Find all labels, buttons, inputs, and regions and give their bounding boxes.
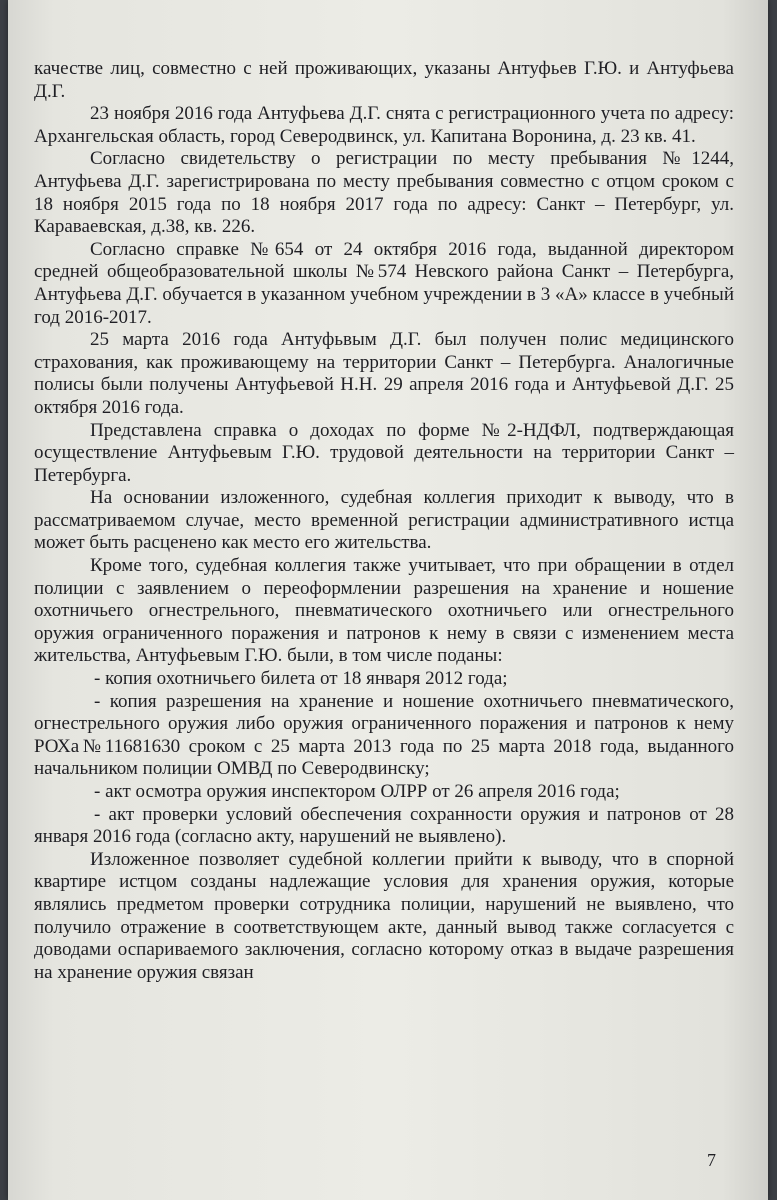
document-body	[34, 58, 734, 984]
list-item: - акт проверки условий обеспечения сохранности оружия и патронов от 28 января 2016 года (согласно акту, нарушений не выявлено).	[34, 803, 734, 848]
paragraph: 25 марта 2016 года Антуфьвым Д.Г. был получен полис медицинского страхования, как проживающему на территории Санкт – Петербурга. Аналогичные полисы были получены Антуфьевой Н.Н. 29 апреля 2016 года и Антуфьевой Д.Г. 25 октября 2016 года.	[34, 329, 734, 418]
list-item: - копия охотничьего билета от 18 января 2012 года;	[94, 668, 508, 690]
paragraph: Согласно свидетельству о регистрации по месту пребывания №1244, Антуфьева Д.Г. зарегистрирована по месту пребывания совместно с отцом сроком с 18 ноября 2015 года по 18 ноября 2017 года по адресу: Санкт – Петербург, ул. Караваевская, д.38, кв. 226.	[34, 148, 734, 238]
paragraph: Изложенное позволяет судебной коллегии прийти к выводу, что в спорной квартире истцом созданы надлежащие условия для хранения оружия, которые являлись предметом проверки сотрудника полиции, нарушений не выявлено, что получило отражение в соответствующем акте, данный вывод также согласуется с доводами оспариваемого заключения, согласно которому отказ в выдаче разрешения на хранение оружия связан	[34, 848, 734, 983]
page-number: 7	[707, 1150, 716, 1170]
document-page	[8, 0, 768, 1200]
paragraph: качестве лиц, совместно с ней проживающих, указаны Антуфьев Г.Ю. и Антуфьева Д.Г.	[34, 58, 734, 102]
list-item: - копия разрешения на хранение и ношение охотничьего пневматического, огнестрельного оружия либо оружия ограниченного поражения и патронов к нему РОХа№11681630 сроком с 25 марта 2013 года по 25 марта 2018 года, выданного начальником полиции ОМВД по Северодвинску;	[34, 690, 734, 780]
paragraph: Кроме того, судебная коллегия также учитывает, что при обращении в отдел полиции с заявлением о переоформлении разрешения на хранение и ношение охотничьего огнестрельного, пневматического охотничьего или огнестрельного оружия ограниченного поражения и патронов к нему в связи с изменением места жительства, Антуфьевым Г.Ю. были, в том числе поданы:	[34, 555, 734, 667]
paragraph: 23 ноября 2016 года Антуфьева Д.Г. снята с регистрационного учета по адресу: Архангельская область, город Северодвинск, ул. Капитана Воронина, д. 23 кв. 41.	[34, 103, 734, 147]
paragraph: Согласно справке №654 от 24 октября 2016 года, выданной директором средней общеобразовательной школы №574 Невского района Санкт – Петербурга, Антуфьева Д.Г. обучается в указанном учебном учреждении в 3 «А» классе в учебный год 2016-2017.	[34, 238, 734, 328]
paragraph: Представлена справка о доходах по форме №2-НДФЛ, подтверждающая осуществление Антуфьевым Г.Ю. трудовой деятельности на территории Санкт – Петербурга.	[34, 419, 734, 486]
list-item: - акт осмотра оружия инспектором ОЛРР от 26 апреля 2016 года;	[94, 781, 620, 802]
paragraph: На основании изложенного, судебная коллегия приходит к выводу, что в рассматриваемом случае, место временной регистрации административного истца может быть расценено как место его жительства.	[34, 487, 734, 554]
